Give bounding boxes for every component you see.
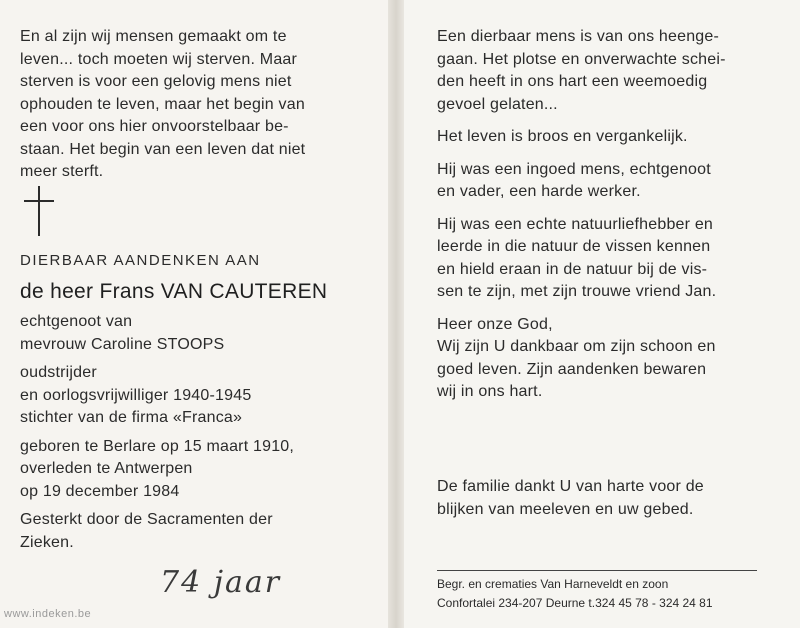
text-line: den heeft in ons hart een weemoedig xyxy=(437,73,708,90)
detail-line: Zieken. xyxy=(20,533,74,551)
detail-line: stichter van de firma «Franca» xyxy=(20,409,243,426)
poem-line: En al zijn wij mensen gemaakt om te xyxy=(20,28,287,45)
opening-poem xyxy=(20,26,370,184)
poem-line: leven... toch moeten wij sterven. Maar xyxy=(20,50,298,68)
paragraph xyxy=(437,126,767,149)
paragraph xyxy=(437,159,767,204)
text-line: en hield eraan in de natuur bij de vis- xyxy=(437,260,708,278)
detail-line: overleden te Antwerpen xyxy=(20,460,193,477)
poem-line: sterven is voor een gelovig mens niet xyxy=(20,73,292,90)
text-line: Hij was een echte natuurliefhebber en xyxy=(437,215,714,233)
text-line: blijken van meeleven en uw gebed. xyxy=(437,500,694,518)
text-line: sen te zijn, met zijn trouwe vriend Jan. xyxy=(437,283,717,300)
poem-line: ophouden te leven, maar het begin van xyxy=(20,95,305,113)
paragraph xyxy=(437,214,767,304)
detail-line: Gesterkt door de Sacramenten der xyxy=(20,511,273,528)
text-line: gaan. Het plotse en onverwachte schei- xyxy=(437,50,726,68)
remembrance-text xyxy=(437,26,767,404)
deceased-details xyxy=(20,311,380,554)
text-line: gevoel gelaten... xyxy=(437,95,558,113)
watermark: www.indeken.be xyxy=(4,608,92,620)
deceased-name: de heer Frans VAN CAUTEREN xyxy=(20,280,328,303)
text-line: Wij zijn U dankbaar om zijn schoon en xyxy=(437,338,716,355)
text-line: Confortalei 234-207 Deurne t.324 45 78 - 324 24 81 xyxy=(437,596,713,610)
text-line: Het leven is broos en vergankelijk. xyxy=(437,128,688,145)
text-line: Begr. en crematies Van Harneveldt en zoon xyxy=(437,577,669,591)
detail-line: op 19 december 1984 xyxy=(20,482,180,500)
handwritten-age: 74 jaar xyxy=(160,565,282,600)
poem-line: meer sterft. xyxy=(20,163,104,180)
detail-line: mevrouw Caroline STOOPS xyxy=(20,335,225,353)
poem-line: een voor ons hier onvoorstelbaar be- xyxy=(20,118,289,135)
memorial-heading: DIERBAAR AANDENKEN AAN xyxy=(20,252,261,269)
card-fold xyxy=(388,0,404,628)
detail-line: en oorlogsvrijwilliger 1940-1945 xyxy=(20,386,252,404)
text-line: en vader, een harde werker. xyxy=(437,183,641,200)
paragraph xyxy=(437,26,767,116)
text-line: De familie dankt U van harte voor de xyxy=(437,478,704,495)
divider xyxy=(437,570,757,571)
text-line: wij in ons hart. xyxy=(437,383,543,400)
text-line: Een dierbaar mens is van ons heenge- xyxy=(437,28,720,45)
family-thanks xyxy=(437,476,767,521)
detail-line: echtgenoot van xyxy=(20,313,133,330)
text-line: Hij was een ingoed mens, echtgenoot xyxy=(437,160,711,178)
undertaker-info xyxy=(437,575,767,613)
detail-line: geboren te Berlare op 15 maart 1910, xyxy=(20,437,295,455)
text-line: goed leven. Zijn aandenken bewaren xyxy=(437,360,707,378)
detail-line: oudstrijder xyxy=(20,364,97,381)
text-line: Heer onze God, xyxy=(437,315,553,333)
cross-icon xyxy=(24,186,54,236)
poem-line: staan. Het begin van een leven dat niet xyxy=(20,140,306,158)
paragraph xyxy=(437,314,767,404)
text-line: leerde in die natuur de vissen kennen xyxy=(437,238,711,255)
